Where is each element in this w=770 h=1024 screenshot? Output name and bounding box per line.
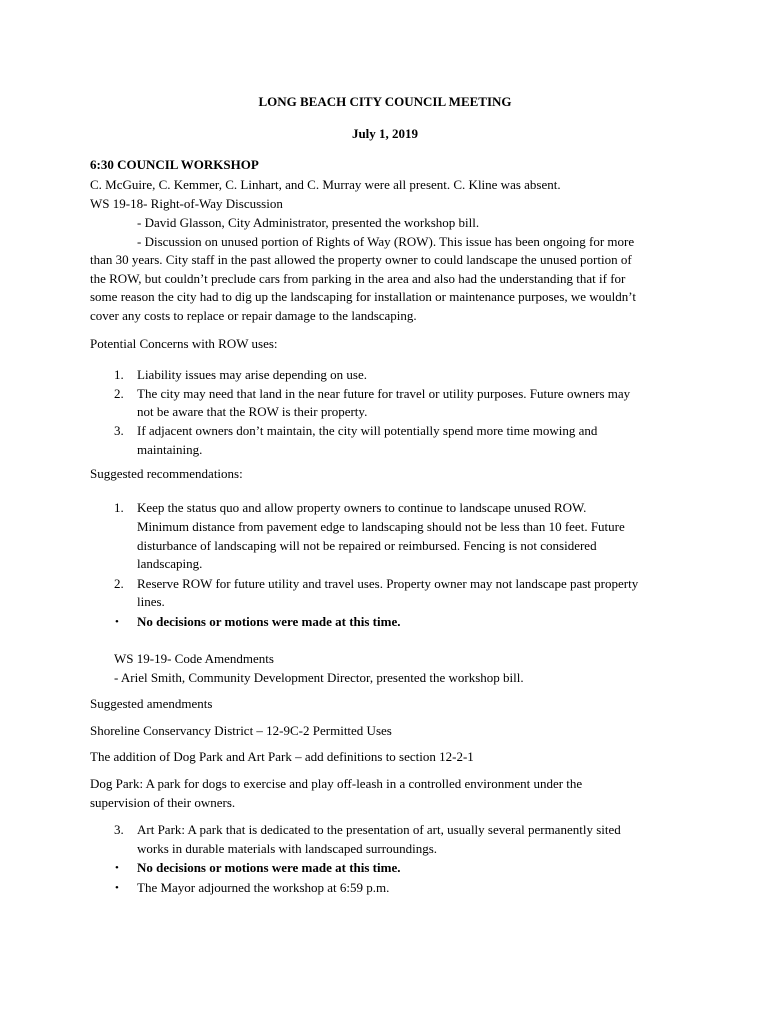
ws1-paragraph-line: the ROW, but couldn’t preclude cars from parking in the area and also had the understanding that if for <box>90 271 626 286</box>
ws2-heading: WS 19-19- Code Amendments <box>114 651 274 666</box>
addition-line: The addition of Dog Park and Art Park – add definitions to section 12-2-1 <box>90 749 474 764</box>
recommendation-item-line: lines. <box>137 594 165 609</box>
ws1-presenter: - David Glasson, City Administrator, presented the workshop bill. <box>137 215 480 230</box>
concerns-heading: Potential Concerns with ROW uses: <box>90 336 278 351</box>
recommendation-item-line: Keep the status quo and allow property owners to continue to landscape unused ROW. <box>137 500 587 515</box>
concern-item-line: The city may need that land in the near future for travel or utility purposes. Future owners may <box>137 386 631 401</box>
bullet-icon: • <box>115 862 119 874</box>
ws1-heading: WS 19-18- Right-of-Way Discussion <box>90 196 283 211</box>
recommendation-item-line: Reserve ROW for future utility and travel uses. Property owner may not landscape past property <box>137 576 639 591</box>
art-park-line: works in durable materials with landscaped surroundings. <box>137 841 438 856</box>
list-number: 2. <box>114 386 124 401</box>
list-number: 3. <box>114 423 124 438</box>
list-number: 3. <box>114 822 124 837</box>
no-decisions-note: No decisions or motions were made at this time. <box>137 860 401 875</box>
dog-park-line: supervision of their owners. <box>90 795 236 810</box>
concern-item-line: not be aware that the ROW is their property. <box>137 404 368 419</box>
recommendation-item-line: Minimum distance from pavement edge to landscaping should not be less than 10 feet. Future <box>137 519 625 534</box>
recommendation-item-line: disturbance of landscaping will not be repaired or reimbursed. Fencing is not considered <box>137 538 597 553</box>
list-number: 2. <box>114 576 124 591</box>
list-number: 1. <box>114 500 124 515</box>
art-park-line: Art Park: A park that is dedicated to the presentation of art, usually several permanently sited <box>137 822 621 837</box>
meeting-date: July 1, 2019 <box>351 126 419 141</box>
ws1-paragraph-line: some reason the city had to dig up the landscaping for installation or maintenance purposes, we wouldn’t <box>90 289 636 304</box>
recommendation-item-line: landscaping. <box>137 556 203 571</box>
list-number: 1. <box>114 367 124 382</box>
adjourned-line: The Mayor adjourned the workshop at 6:59 p.m. <box>137 880 390 895</box>
attendance-line: C. McGuire, C. Kemmer, C. Linhart, and C. Murray were all present. C. Kline was absent. <box>90 177 561 192</box>
workshop-heading: 6:30 COUNCIL WORKSHOP <box>90 157 259 172</box>
bullet-icon: • <box>115 882 119 894</box>
bullet-icon: • <box>115 616 119 628</box>
amendments-heading: Suggested amendments <box>90 696 213 711</box>
document-title: LONG BEACH CITY COUNCIL MEETING <box>258 94 512 109</box>
recommendations-heading: Suggested recommendations: <box>90 466 243 481</box>
shoreline-line: Shoreline Conservancy District – 12-9C-2 Permitted Uses <box>90 723 392 738</box>
concern-item-line: Liability issues may arise depending on use. <box>137 367 367 382</box>
ws1-paragraph-line: than 30 years. City staff in the past allowed the property owner to could landscape the unused portion of <box>90 252 632 267</box>
ws1-paragraph-line: cover any costs to replace or repair damage to the landscaping. <box>90 308 417 323</box>
ws2-presenter: - Ariel Smith, Community Development Director, presented the workshop bill. <box>114 670 524 685</box>
dog-park-line: Dog Park: A park for dogs to exercise and play off-leash in a controlled environment under the <box>90 776 583 791</box>
concern-item-line: If adjacent owners don’t maintain, the city will potentially spend more time mowing and <box>137 423 598 438</box>
concern-item-line: maintaining. <box>137 442 203 457</box>
no-decisions-note: No decisions or motions were made at this time. <box>137 614 401 629</box>
ws1-paragraph-line: - Discussion on unused portion of Rights of Way (ROW). This issue has been ongoing for more <box>137 234 635 249</box>
